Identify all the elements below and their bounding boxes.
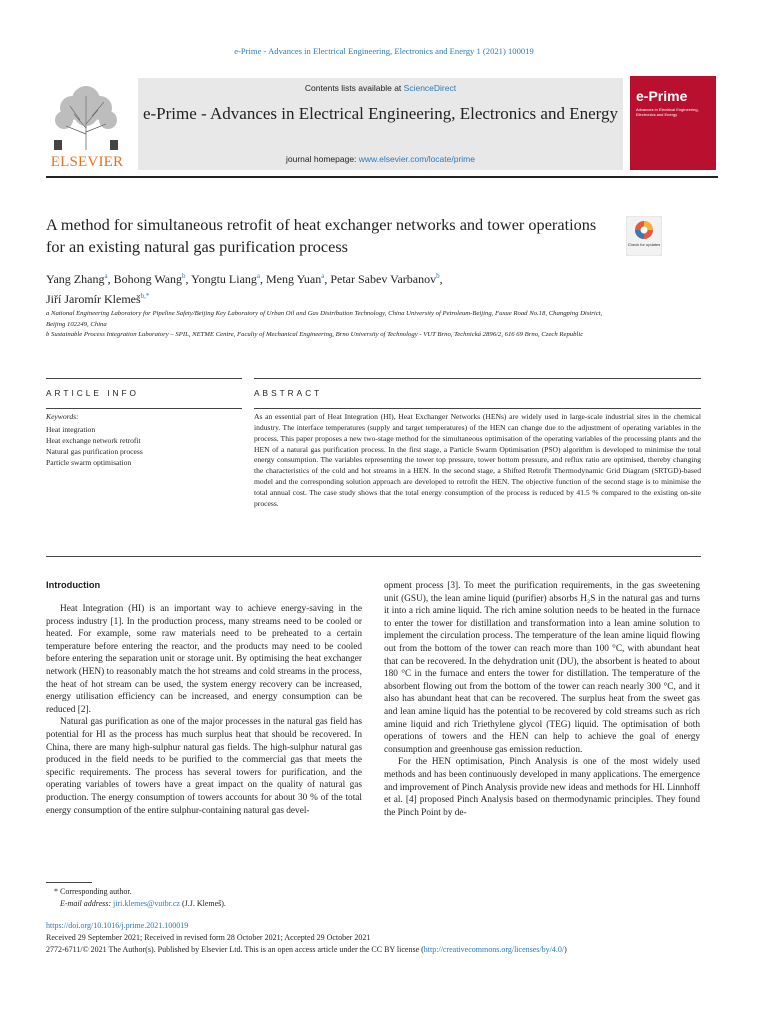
body-paragraph: For the HEN optimisation, Pinch Analysis is one of the most widely used methods and has been continuously developed in many applications. The emergence and improvement of Pinch Analysis provide new ideas and methods for HI. Linnhoff et al. [4] proposed Pinch Analysis based on thermodynamic principles. They found the Pinch Point by de- (384, 757, 700, 818)
journal-citation-link[interactable]: e-Prime - Advances in Electrical Engineering, Electronics and Energy 1 (2021) 100019 (234, 46, 534, 56)
doi-link[interactable]: https://doi.org/10.1016/j.prime.2021.100019 (46, 921, 189, 930)
contents-line (138, 83, 623, 93)
cover-subtitle: Advances in Electrical Engineering, Electronics and Energy (636, 107, 699, 117)
body-paragraph: opment process [3]. To meet the purification requirements, in the gas sweetening unit (GSU), the lean amine liquid (purifier) absorbs H₂S in the natural gas and turns it into a rich amine liquid. The rich amine solution needs to be heated in the furnace to enter the tower for distillation and transformation into a lean amine solution to implement the circulation process. The temperature of the lean amine liquid flowing out from the bottom of the tower can reach more than 100 °C, with abundant heat that can be recovered. In the dehydration unit (DU), the absorbent is heated to about 180 °C in the furnace and enters the tower for distillation. The temperature of the absorbent flowing out from the bottom of the tower can reach nearly 300 °C, and it also has abundant heat that can be recovered. The surplus heat from the sweet gas and lean amine liquid has the potential to be recovered by cold streams such as rich amine liquid and rich Triethylene glycol (TEG) liquid. The optimisation of both operations of towers and the HEN can help to achieve the goal of energy consumption and greenhouse gas emission reduction. (384, 581, 700, 755)
keywords-list (46, 424, 143, 468)
received-dates: Received 29 September 2021; Received in revised form 28 October 2021; Accepted 29 October 2021 (46, 933, 371, 942)
crossmark-label: Check for updates (627, 242, 661, 247)
journal-homepage (138, 154, 623, 164)
article-info-heading: ARTICLE INFO (46, 388, 140, 398)
author-affiliation-marker[interactable]: b,* (140, 292, 150, 300)
license-suffix: ) (564, 945, 567, 954)
author-name[interactable]: Yang Zhang (46, 272, 105, 286)
abstract-heading: ABSTRACT (254, 388, 323, 398)
elsevier-wordmark: ELSEVIER (50, 154, 124, 170)
license-prefix: 2772-6711/© 2021 The Author(s). Published by Elsevier Ltd. This is an open access article under the CC BY license ( (46, 945, 424, 954)
homepage-prefix: journal homepage: (286, 154, 359, 164)
license-link[interactable]: http://creativecommons.org/licenses/by/4.0/ (423, 945, 565, 954)
journal-cover-image (630, 76, 716, 170)
homepage-link[interactable]: www.elsevier.com/locate/prime (358, 154, 475, 164)
author-name[interactable]: Bohong Wang (113, 272, 183, 286)
affiliation-b: b Sustainable Process Integration Laboratory – SPIL, NETME Centre, Faculty of Mechanical Engineering, Brno University of Technology - VUT Brno, Technická 2896/2, 616 69 Brno, Czech Republic (46, 331, 584, 338)
keyword: Natural gas purification process (46, 447, 143, 456)
check-for-updates-badge[interactable] (626, 216, 662, 256)
abstract-text: As an essential part of Heat Integration (HI), Heat Exchanger Networks (HENs) are widely used in large-scale industrial sites in the chemical industry. The interface temperatures (supply and target temperatures) of the HEN can change due to the adjustment of operating variables in the process. This paper proposes a new two-stage method for the simultaneous optimisation of the operating variables of the processing plants and the HEN of a natural gas purification process. In the first stage, a Particle Swarm Optimisation (PSO) algorithm is developed to minimise the total energy consumption. The variables representing the tower top pressure, tower bottom pressure, and reflux ratio are optimised, thereby changing the characteristics of the cold and hot streams in a HEN. In the second stage, a Shifted Retrofit Thermodynamic Grid Diagram (SRTGD)-based model and the corresponding solution approach are developed to retrofit the HEN. The objective function of the second stage is to minimise the total annual cost. The case study shows that the total energy consumption of the process is reduced by 41.5 % compared to the existing on-site process. (254, 412, 701, 508)
introduction-heading: Introduction (46, 580, 101, 590)
keyword: Heat integration (46, 425, 96, 434)
author-affiliation-marker[interactable]: a (321, 272, 325, 280)
author-affiliation-marker[interactable]: a (104, 272, 108, 280)
sciencedirect-link[interactable]: ScienceDirect (403, 83, 457, 93)
article-info-top-rule (46, 378, 242, 379)
author-name[interactable]: Meng Yuan (266, 272, 322, 286)
author-name[interactable]: Jiří Jaromír Klemeš (46, 292, 141, 306)
corresponding-author-note: * Corresponding author. (54, 887, 132, 896)
keywords-label: Keywords: (46, 412, 79, 421)
body-column-left (46, 603, 362, 817)
email-prefix: E-mail address: (60, 899, 114, 908)
author-affiliation-marker[interactable]: a (256, 272, 261, 280)
body-paragraph: Natural gas purification as one of the major processes in the natural gas field has potential for HI as the process has much surplus heat that should be recovered. In China, there are many high-sulphur natural gas fields. The high-sulphur natural gas produced in the field needs to be purified to the commercial gas that meets the specific requirements. The process has several towers for purification, and the operating variables of towers have a great impact on the quality of natural gas production. The energy consumption of towers accounts for about 30 % of the total energy consumption of the entire sulphur-containing natural gas devel- (46, 717, 362, 816)
body-paragraph: Heat Integration (HI) is an important way to achieve energy-saving in the process industry [1]. In the production process, many streams need to be cooled or heated. For example, some raw materials need to be preheated to a certain temperature before entering the reactor, and the products may need to be cooled before entering the separation unit or storage unit. By optimising the heat exchanger network (HEN) to reasonably match the hot streams and cold streams in the process, the heat of hot stream can be used, the system energy recovery can be increased, energy utilisation efficiency can be increased, and energy consumption can be reduced [2]. (46, 604, 362, 715)
email-link[interactable]: jiri.klemes@vutbr.cz (113, 899, 180, 908)
author-list: Yang Zhang$^a$, Bohong Wang$^b$, Yongtu Liang$^a$, Meng Yuan$^a$, Petar Sabev Varbanov$^b$, Jiří Jaromír Klemeš$^{b,*}$ (46, 272, 443, 306)
journal-info-box (138, 78, 623, 170)
journal-header (46, 76, 718, 172)
affiliations (46, 309, 606, 341)
author-name[interactable]: Petar Sabev Varbanov (330, 272, 437, 286)
keyword: Heat exchange network retrofit (46, 436, 141, 445)
footnote (46, 886, 226, 910)
keyword: Particle swarm optimisation (46, 458, 132, 467)
abstract-top-rule (254, 378, 701, 379)
article-title: A method for simultaneous retrofit of heat exchanger networks and tower operations for an existing natural gas purification process (46, 215, 597, 256)
journal-title: e-Prime - Advances in Electrical Engineering, Electronics and Energy (142, 104, 619, 123)
license-line (46, 944, 726, 956)
cover-title: e-Prime (636, 88, 688, 104)
article-info-heading-rule (46, 408, 242, 409)
abstract-heading-rule (254, 408, 701, 409)
footnote-rule (46, 882, 92, 883)
affiliation-a: a National Engineering Laboratory for Pipeline Safety/Beijing Key Laboratory of Urban Oil and Gas Distribution Technology, China University of Petroleum-Beijing, Fuxue Road No.18, Changping District, Beijing 102249, China (46, 310, 603, 328)
publication-details (46, 920, 726, 956)
body-column-right (384, 580, 700, 819)
author-name[interactable]: Yongtu Liang (191, 272, 257, 286)
contents-prefix: Contents lists available at (304, 83, 404, 93)
email-suffix: (J.J. Klemeš). (179, 899, 226, 908)
header-divider (46, 176, 718, 178)
abstract-bottom-rule (46, 556, 701, 557)
elsevier-tree-logo (46, 78, 126, 170)
author-affiliation-marker[interactable]: b (436, 272, 440, 280)
email-line (46, 898, 226, 910)
author-affiliation-marker[interactable]: b (182, 272, 186, 280)
